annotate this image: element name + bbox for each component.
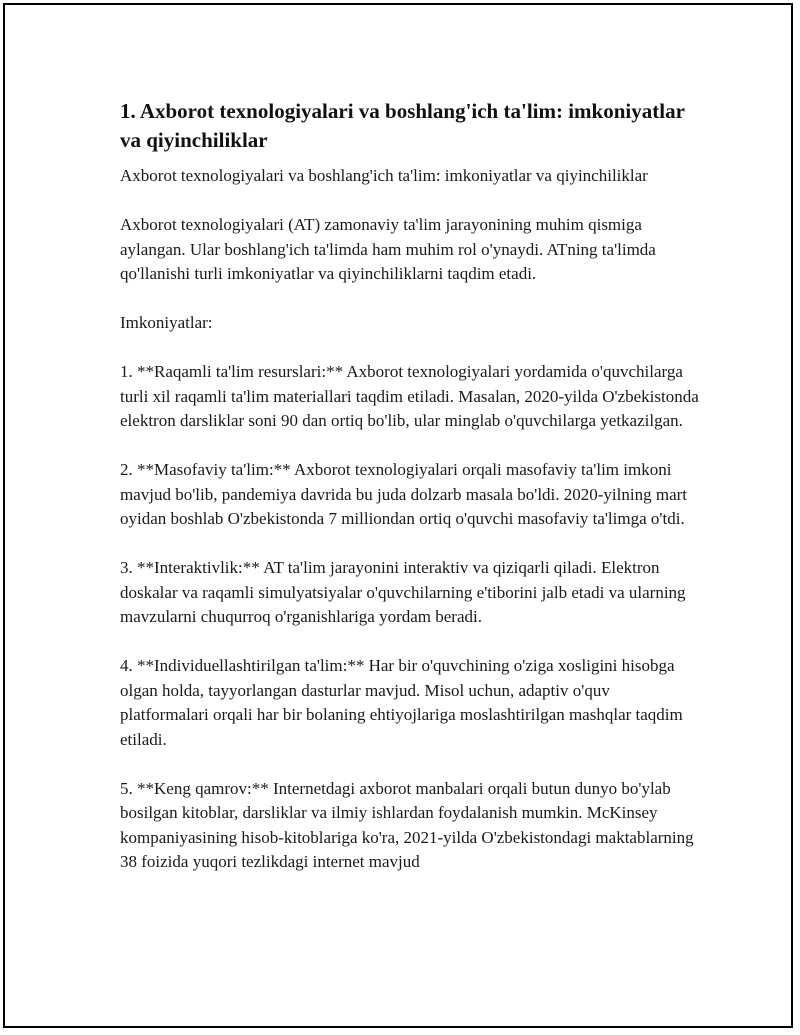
paragraph-item-5: 5. **Keng qamrov:** Internetdagi axborot manbalari orqali butun dunyo bo'ylab bosilgan kitoblar, darsliklar va ilmiy ishlardan foydalanish mumkin. McKinsey kompaniyasining hisob-kitoblariga ko'ra, 2021-yilda O'zbekistondagi maktablarning 38 foizida yuqori tezlikdagi internet mavjud (120, 778, 694, 871)
paragraph-opportunities-heading: Imkoniyatlar: (120, 313, 213, 332)
paragraph-subtitle: Axborot texnologiyalari va boshlang'ich ta'lim: imkoniyatlar va qiyinchiliklar (120, 166, 648, 185)
paragraph-item-2: 2. **Masofaviy ta'lim:** Axborot texnologiyalari orqali masofaviy ta'lim imkoni mavjud bo'lib, pandemiya davrida bu juda dolzarb masala bo'ldi. 2020-yilning mart oyidan boshlab O'zbekistonda 7 milliondan ortiq o'quvchi masofaviy ta'limga o'tdi. (120, 460, 687, 528)
document-body (120, 97, 700, 899)
paragraph-item-4: 4. **Individuellashtirilgan ta'lim:** Har bir o'quvchining o'ziga xosligini hisobga olgan holda, tayyorlangan dasturlar mavjud. Misol uchun, adaptiv o'quv platformalari orqali har bir bolaning ehtiyojlariga moslashtirilgan mashqlar taqdim etiladi. (120, 656, 683, 749)
paragraph-item-3: 3. **Interaktivlik:** AT ta'lim jarayonini interaktiv va qiziqarli qiladi. Elektron doskalar va raqamli simulyatsiyalar o'quvchilarning e'tiborini jalb etadi va ularning mavzularni chuqurroq o'rganishlariga yordam beradi. (120, 558, 686, 626)
paragraph-intro: Axborot texnologiyalari (AT) zamonaviy ta'lim jarayonining muhim qismiga aylangan. Ular boshlang'ich ta'limda ham muhim rol o'ynaydi. ATning ta'limda qo'llanishi turli imkoniyatlar va qiyinchiliklarni taqdim etadi. (120, 215, 656, 283)
page-frame (3, 3, 793, 1028)
document-title: 1. Axborot texnologiyalari va boshlang'ich ta'lim: imkoniyatlar va qiyinchiliklar (120, 99, 685, 152)
paragraph-item-1: 1. **Raqamli ta'lim resurslari:** Axborot texnologiyalari yordamida o'quvchilarga turli xil raqamli ta'lim materiallari taqdim etiladi. Masalan, 2020-yilda O'zbekistonda elektron darsliklar soni 90 dan ortiq bo'lib, ular minglab o'quvchilarga yetkazilgan. (120, 362, 699, 430)
